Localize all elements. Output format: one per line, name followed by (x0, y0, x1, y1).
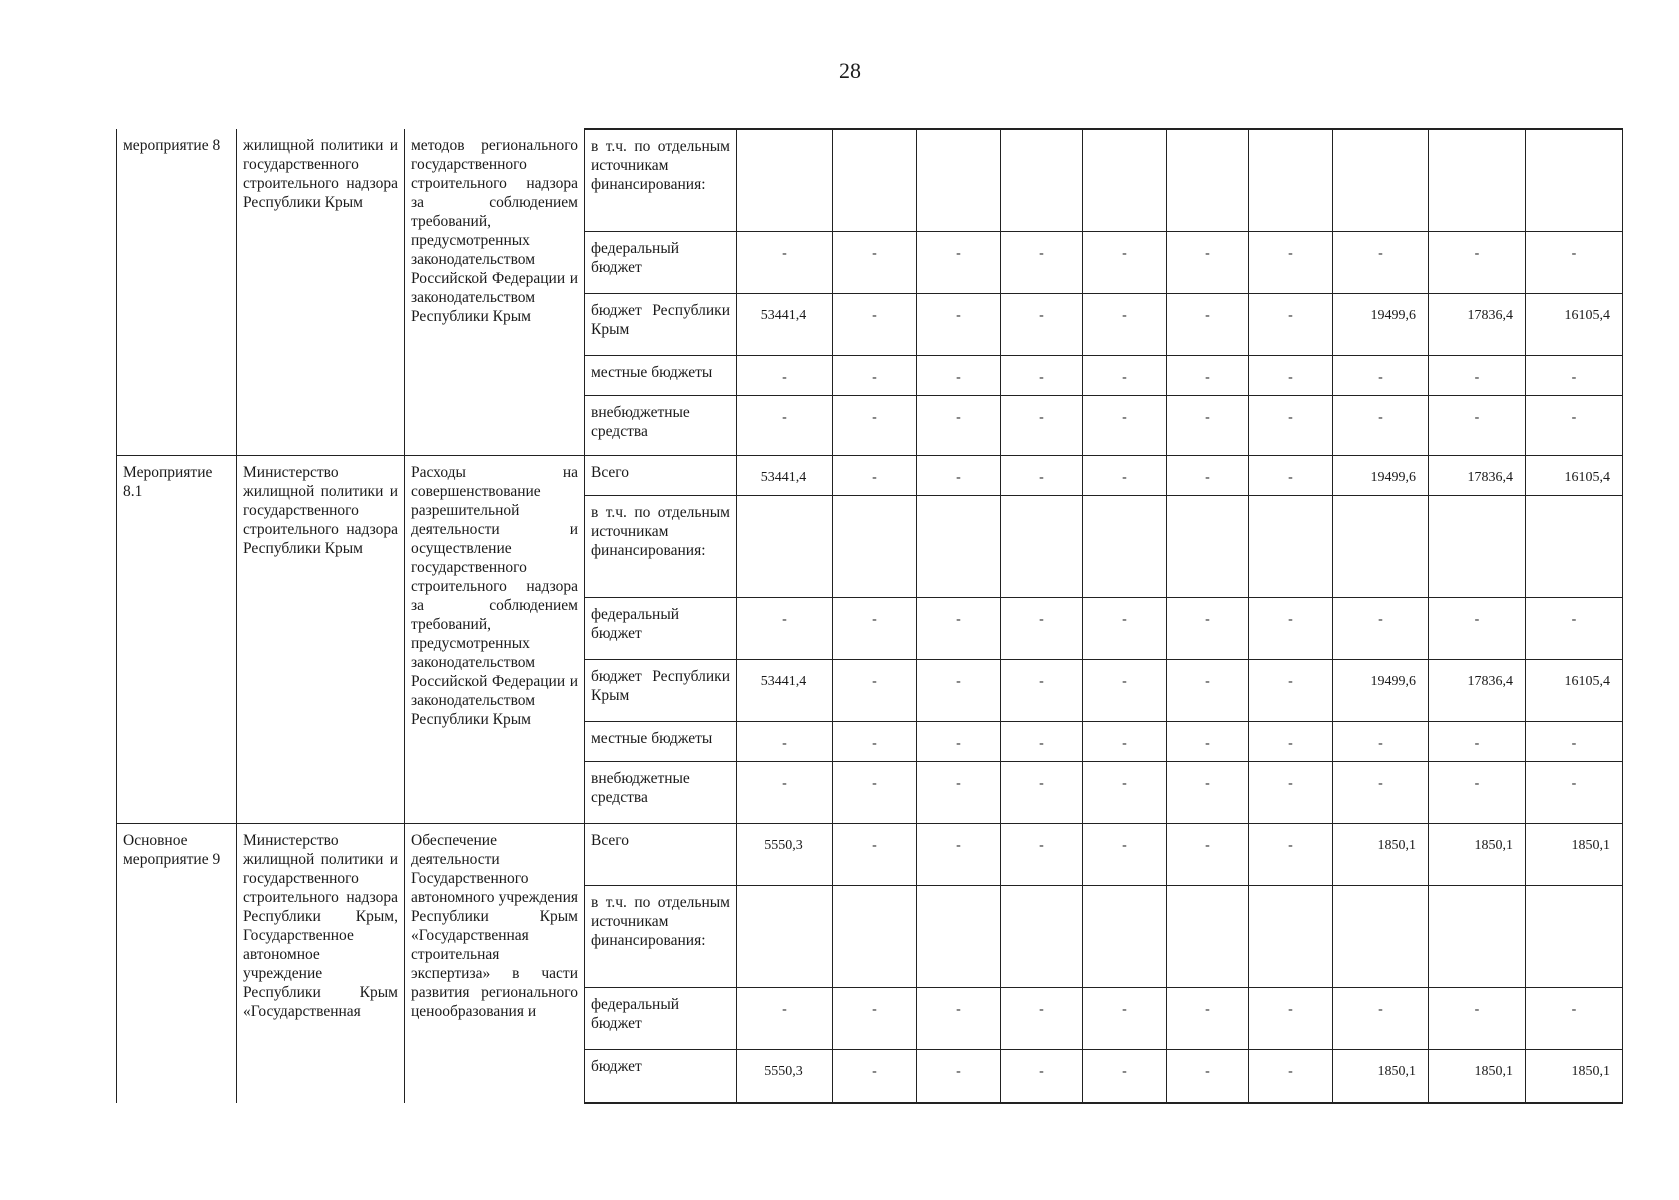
value-cell: - (833, 987, 917, 1049)
measure-name-text: Мероприятие 8.1 (123, 463, 213, 500)
value-cell: - (1526, 761, 1623, 823)
value-cell (1429, 129, 1526, 231)
value-cell: 1850,1 (1429, 823, 1526, 885)
value-cell: - (1526, 395, 1623, 455)
measure-executor (237, 823, 405, 1103)
value-cell: - (1429, 987, 1526, 1049)
value-cell: - (1001, 823, 1083, 885)
value-cell: - (917, 659, 1001, 721)
value-cell: - (1001, 455, 1083, 495)
measure-description-text: Расходы на совершенствование разрешительной деятельности и осуществление государственного строительного надзора за соблюдением требований, предусмотренных законодательством Российской Федерации и законодательством Республики Крым (411, 463, 578, 728)
value-cell (1167, 495, 1249, 597)
value-cell: - (1167, 761, 1249, 823)
funding-source-label: внебюджетные средства (591, 769, 690, 806)
value-cell: - (1001, 721, 1083, 761)
value-cell: - (1001, 659, 1083, 721)
measure-name-text: мероприятие 8 (123, 137, 221, 154)
value-cell: - (1249, 761, 1333, 823)
value-cell: - (1429, 761, 1526, 823)
value-cell (1333, 495, 1429, 597)
value-cell: - (1249, 231, 1333, 293)
value-cell: - (833, 355, 917, 395)
value-cell: 17836,4 (1429, 455, 1526, 495)
funding-source-label: в т.ч. по отдельным источникам финансирования: (591, 503, 730, 559)
value-cell: - (1167, 455, 1249, 495)
value-cell: 1850,1 (1429, 1049, 1526, 1103)
value-cell: 16105,4 (1526, 455, 1623, 495)
value-cell: - (1526, 987, 1623, 1049)
value-cell: - (833, 761, 917, 823)
value-cell: - (917, 231, 1001, 293)
value-cell: - (1167, 355, 1249, 395)
value-cell: - (1001, 1049, 1083, 1103)
value-cell: - (1249, 1049, 1333, 1103)
value-cell: - (737, 987, 833, 1049)
value-cell: 16105,4 (1526, 293, 1623, 355)
value-cell: 53441,4 (737, 455, 833, 495)
value-cell: - (1249, 823, 1333, 885)
value-cell: - (917, 721, 1001, 761)
measure-name (117, 455, 237, 823)
funding-source-label: федеральный бюджет (591, 605, 680, 642)
value-cell: - (1083, 355, 1167, 395)
value-cell: - (1001, 293, 1083, 355)
value-cell (1249, 129, 1333, 231)
value-cell: - (737, 395, 833, 455)
measure-name-text: Основное мероприятие 9 (123, 831, 221, 868)
value-cell: 19499,6 (1333, 455, 1429, 495)
value-cell: - (1083, 761, 1167, 823)
funding-source (585, 885, 737, 987)
value-cell: - (1083, 823, 1167, 885)
value-cell: 1850,1 (1333, 823, 1429, 885)
value-cell: - (1167, 597, 1249, 659)
value-cell (1526, 129, 1623, 231)
measure-executor (237, 455, 405, 823)
value-cell: - (833, 597, 917, 659)
value-cell: - (1001, 597, 1083, 659)
value-cell: - (833, 659, 917, 721)
value-cell (737, 129, 833, 231)
value-cell: - (1249, 355, 1333, 395)
value-cell: - (737, 597, 833, 659)
value-cell (1083, 885, 1167, 987)
funding-source-label: Всего (591, 463, 630, 481)
funding-source-label: бюджет Республики Крым (591, 667, 730, 704)
value-cell: - (737, 721, 833, 761)
value-cell: - (917, 293, 1001, 355)
value-cell: - (833, 395, 917, 455)
value-cell: - (1333, 597, 1429, 659)
value-cell: - (1083, 987, 1167, 1049)
value-cell: 19499,6 (1333, 659, 1429, 721)
value-cell: - (1083, 597, 1167, 659)
value-cell (1429, 495, 1526, 597)
funding-source-label: бюджет (591, 1057, 642, 1075)
value-cell: - (1333, 355, 1429, 395)
funding-source (585, 495, 737, 597)
value-cell (917, 885, 1001, 987)
value-cell (917, 495, 1001, 597)
funding-source (585, 293, 737, 355)
value-cell: - (1333, 987, 1429, 1049)
value-cell: - (1333, 231, 1429, 293)
value-cell: - (1083, 455, 1167, 495)
value-cell (1333, 885, 1429, 987)
value-cell: - (917, 1049, 1001, 1103)
value-cell: - (917, 761, 1001, 823)
funding-source (585, 987, 737, 1049)
value-cell: - (1167, 395, 1249, 455)
funding-source (585, 721, 737, 761)
value-cell: - (1249, 597, 1333, 659)
value-cell: - (833, 1049, 917, 1103)
funding-source (585, 823, 737, 885)
funding-source-label: федеральный бюджет (591, 995, 680, 1032)
value-cell: - (833, 823, 917, 885)
value-cell: - (1083, 395, 1167, 455)
value-cell: - (1167, 721, 1249, 761)
value-cell: - (1167, 231, 1249, 293)
value-cell: 17836,4 (1429, 293, 1526, 355)
value-cell: - (1001, 987, 1083, 1049)
value-cell: 5550,3 (737, 823, 833, 885)
value-cell: - (917, 455, 1001, 495)
value-cell: - (1526, 721, 1623, 761)
value-cell: 53441,4 (737, 659, 833, 721)
value-cell: - (1167, 1049, 1249, 1103)
measure-description (405, 129, 585, 455)
value-cell (833, 129, 917, 231)
measure-executor (237, 129, 405, 455)
funding-source-label: местные бюджеты (591, 729, 713, 747)
value-cell: - (737, 761, 833, 823)
value-cell: - (1249, 987, 1333, 1049)
value-cell: 19499,6 (1333, 293, 1429, 355)
value-cell: - (737, 231, 833, 293)
value-cell: - (917, 987, 1001, 1049)
measure-description (405, 823, 585, 1103)
funding-source (585, 355, 737, 395)
value-cell: - (1083, 1049, 1167, 1103)
value-cell: - (1333, 395, 1429, 455)
value-cell: 5550,3 (737, 1049, 833, 1103)
funding-source-label: внебюджетные средства (591, 403, 690, 440)
value-cell: - (1001, 761, 1083, 823)
value-cell (1083, 129, 1167, 231)
value-cell (1249, 495, 1333, 597)
value-cell (1001, 885, 1083, 987)
value-cell: - (1429, 395, 1526, 455)
value-cell: - (1083, 659, 1167, 721)
funding-source-label: в т.ч. по отдельным источникам финансирования: (591, 138, 730, 193)
funding-source (585, 761, 737, 823)
funding-source-label: Всего (591, 831, 630, 849)
value-cell: - (1429, 597, 1526, 659)
value-cell: 53441,4 (737, 293, 833, 355)
funding-source (585, 1049, 737, 1103)
value-cell: - (1429, 721, 1526, 761)
value-cell: - (1333, 721, 1429, 761)
measure-name (117, 129, 237, 455)
value-cell (833, 885, 917, 987)
value-cell: - (917, 395, 1001, 455)
value-cell: - (917, 597, 1001, 659)
funding-source (585, 395, 737, 455)
measure-executor-text: Министерство жилищной политики и государственного строительного надзора Республики Крым (243, 463, 398, 557)
value-cell: - (1249, 395, 1333, 455)
funding-source (585, 597, 737, 659)
value-cell: - (1167, 823, 1249, 885)
value-cell: - (1001, 231, 1083, 293)
value-cell: - (833, 231, 917, 293)
value-cell: - (1526, 597, 1623, 659)
funding-source (585, 231, 737, 293)
value-cell (1167, 129, 1249, 231)
value-cell: - (1249, 455, 1333, 495)
funding-source (585, 455, 737, 495)
value-cell: - (1167, 987, 1249, 1049)
value-cell (1526, 495, 1623, 597)
value-cell: 1850,1 (1333, 1049, 1429, 1103)
funding-source-label: местные бюджеты (591, 363, 713, 381)
measure-description-text: методов регионального государственного строительного надзора за соблюдением требований, предусмотренных законодательством Российской Федерации и законодательством Республики Крым (411, 137, 578, 325)
value-cell: - (1083, 721, 1167, 761)
value-cell: 1850,1 (1526, 823, 1623, 885)
measure-description (405, 455, 585, 823)
value-cell: - (1249, 293, 1333, 355)
value-cell: - (1249, 659, 1333, 721)
value-cell: 17836,4 (1429, 659, 1526, 721)
value-cell: - (1526, 355, 1623, 395)
measure-description-text: Обеспечение деятельности Государственного автономного учреждения Республики Крым «Государственная строительная экспертиза» в части развития регионального ценообразования и (411, 831, 578, 1020)
measure-executor-text: Министерство жилищной политики и государственного строительного надзора Республики Крым, Государственное автономное учреждение Республики Крым «Государственная (243, 831, 398, 1020)
value-cell (1249, 885, 1333, 987)
value-cell: - (917, 355, 1001, 395)
value-cell (1167, 885, 1249, 987)
value-cell (917, 129, 1001, 231)
funding-source (585, 129, 737, 231)
funding-source-label: бюджет Республики Крым (591, 301, 730, 338)
value-cell: - (1001, 355, 1083, 395)
funding-source-label: в т.ч. по отдельным источникам финансирования: (591, 893, 730, 949)
value-cell: - (1167, 293, 1249, 355)
measure-name (117, 823, 237, 1103)
value-cell: - (1526, 231, 1623, 293)
funding-source (585, 659, 737, 721)
page-number: 28 (839, 58, 861, 83)
value-cell: - (1333, 761, 1429, 823)
value-cell (1333, 129, 1429, 231)
value-cell (737, 885, 833, 987)
value-cell: - (833, 721, 917, 761)
value-cell (1429, 885, 1526, 987)
value-cell: - (1429, 231, 1526, 293)
value-cell: - (1167, 659, 1249, 721)
value-cell (1526, 885, 1623, 987)
value-cell: - (1001, 395, 1083, 455)
value-cell (1001, 129, 1083, 231)
value-cell (737, 495, 833, 597)
value-cell: - (1249, 721, 1333, 761)
value-cell: 16105,4 (1526, 659, 1623, 721)
value-cell: - (1429, 355, 1526, 395)
value-cell (1001, 495, 1083, 597)
value-cell: - (917, 823, 1001, 885)
funding-source-label: федеральный бюджет (591, 239, 680, 276)
program-finance-table (116, 128, 1623, 1104)
value-cell: 1850,1 (1526, 1049, 1623, 1103)
value-cell (1083, 495, 1167, 597)
value-cell: - (833, 455, 917, 495)
value-cell (833, 495, 917, 597)
measure-executor-text: жилищной политики и государственного строительного надзора Республики Крым (243, 137, 398, 211)
value-cell: - (737, 355, 833, 395)
value-cell: - (1083, 231, 1167, 293)
value-cell: - (1083, 293, 1167, 355)
value-cell: - (833, 293, 917, 355)
